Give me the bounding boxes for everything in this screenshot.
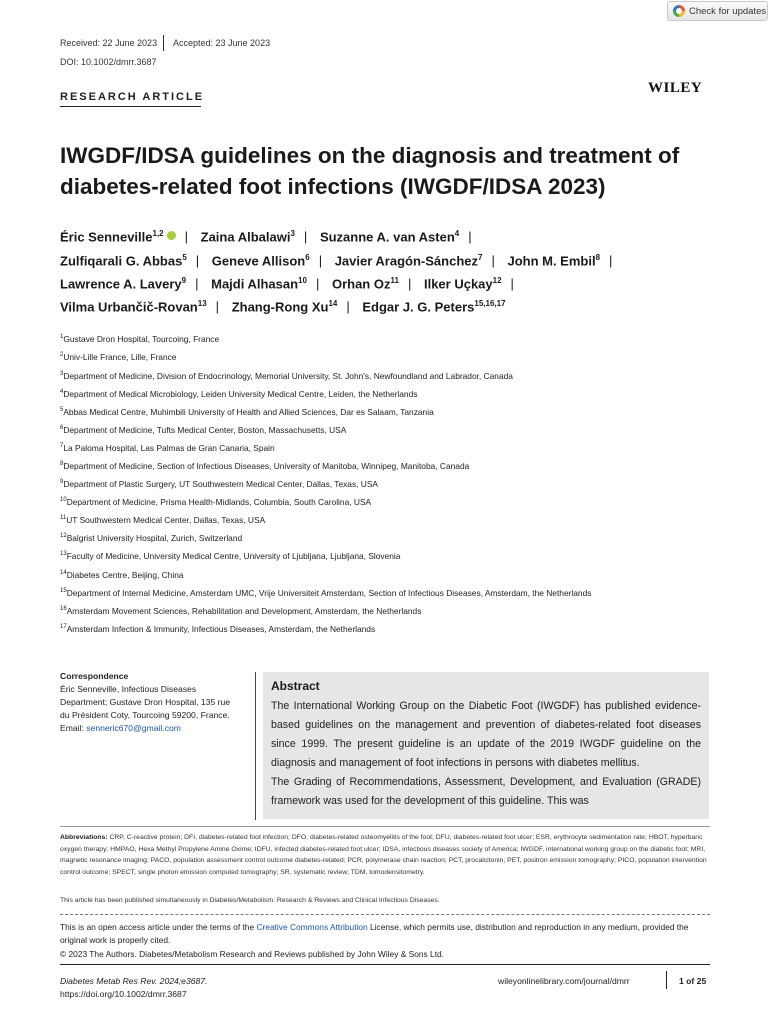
affiliation-item: $^1$Gustave Dron Hospital, Tourcoing, France <box>60 334 220 344</box>
correspondence-line: Department; Gustave Dron Hospital, 135 rue <box>60 697 231 707</box>
article-type-underline <box>60 106 201 107</box>
author-affil: 7 <box>478 253 483 262</box>
affiliation-item: $^{11}$UT Southwestern Medical Center, Dallas, Texas, USA <box>60 515 266 525</box>
author-affil: 3 <box>290 229 295 238</box>
author-affil: 1,2 <box>152 229 164 238</box>
author-name[interactable]: Geneve Allison <box>211 253 306 269</box>
author-affil: 15,16,17 <box>474 299 506 308</box>
abstract-rule <box>255 672 256 820</box>
author-affil: 6 <box>305 253 310 262</box>
author-name[interactable]: Suzanne A. van Asten <box>319 229 455 245</box>
footer-site-link[interactable]: wileyonlinelibrary.com/journal/dmrr <box>498 976 630 986</box>
abbreviations <box>60 832 710 878</box>
affiliation-item: $^5$Abbas Medical Centre, Muhimbili University of Health and Allied Sciences, Dar es Salaam, Tanzania <box>60 407 434 417</box>
correspondence-block <box>60 670 250 735</box>
open-access-statement: This is an open access article under the terms of the Creative Commons Attribution License, which permits use, distribution and reproduction in any medium, provided the original work is properly cited. <box>60 922 689 945</box>
author-affil: 8 <box>595 253 601 262</box>
affiliation-item: $^{12}$Balgrist University Hospital, Zurich, Switzerland <box>60 533 243 543</box>
license-divider <box>60 914 710 915</box>
article-type: RESEARCH ARTICLE <box>60 91 205 103</box>
author-name[interactable]: Zaina Albalawi <box>200 229 291 245</box>
abstract-text <box>271 697 701 811</box>
abbreviations-label: Abbreviations: <box>60 834 108 841</box>
author-line: Éric Senneville$^{1,2}$ | Zaina Albalawi$^3$ | Suzanne A. van Asten$^4$ | <box>60 229 472 245</box>
cc-license-link[interactable]: Creative Commons Attribution <box>256 922 368 932</box>
author-name[interactable]: Javier Aragón-Sánchez <box>334 253 478 269</box>
author-affil: 11 <box>390 276 399 285</box>
author-affil: 5 <box>182 253 187 262</box>
author-line: Zulfiqarali G. Abbas$^5$ | Geneve Allison$^6$ | Javier Aragón-Sánchez$^7$ | John M. Embil$^8$ | <box>60 253 613 269</box>
author-name[interactable]: Éric Senneville <box>60 229 153 245</box>
doi: DOI: 10.1002/dmrr.3687 <box>60 57 157 67</box>
footer-rule <box>60 964 710 965</box>
copyright: © 2023 The Authors. Diabetes/Metabolism Research and Reviews published by John Wiley & Sons Ltd. <box>60 949 445 959</box>
author-line: Lawrence A. Lavery$^9$ | Majdi Alhasan$^{10}$ | Orhan Oz$^{11}$ | Ilker Uçkay$^{12}$ | <box>60 276 514 292</box>
author-name[interactable]: Vilma Urbančič-Rovan <box>60 299 198 315</box>
title-line: diabetes-related foot infections (IWGDF/IDSA 2023) <box>60 174 606 199</box>
affiliation-item: $^{14}$Diabetes Centre, Beijing, China <box>60 570 184 580</box>
affiliation-item: $^{16}$Amsterdam Movement Sciences, Rehabilitation and Development, Amsterdam, the Netherlands <box>60 606 422 616</box>
footer-journal: Diabetes Metab Res Rev. 2024;e3687. <box>60 976 208 986</box>
author-name[interactable]: Majdi Alhasan <box>211 276 299 292</box>
abstract-paragraph: The International Working Group on the Diabetic Foot (IWGDF) has published evidence-based guidelines on the management and prevention of diabetes-related foot diseases since 1999. The present guideline is an update of the 2019 IWGDF guideline on the diagnosis and management of foot infections in persons with diabetes mellitus. <box>271 700 701 769</box>
affiliation-item: $^{17}$Amsterdam Infection & Immunity, Infectious Diseases, Amsterdam, the Netherlands <box>60 624 376 634</box>
author-name[interactable]: Edgar J. G. Peters <box>362 299 475 315</box>
author-affil: 14 <box>328 299 338 308</box>
affiliation-item: $^6$Department of Medicine, Tufts Medical Center, Boston, Massachusetts, USA <box>60 425 347 435</box>
accepted-date: Accepted: 23 June 2023 <box>173 38 271 48</box>
abbreviations-text: CRP, C-reactive protein; DFI, diabetes-related foot infection; DFO, diabetes-related osteomyelitis of the foot; DFU, diabetes-related foot ulcer; ESR, erythrocyte sedimentation rate; HBOT, hyperbaric oxygen therapy; HMPAO, Hexa Methyl Propylene Amine Oxime; IDFU, infected diabetes-related foot ulcer; IDSA, infectious diseases society of America; IWGDF, international working group on the diabetic foot; MRI, magnetic resonance imaging; PACO, population assessment control outcome diabetes-related; PCR, polymerase chain reaction; PCT, procalcitonin; PET, positron emission tomography; PICO, population intervention control outcome; SPECT, single photon emission computed tomography; SR, systematic review; TDM, tomodensitometry. <box>60 834 707 876</box>
affiliation-item: $^2$Univ-Lille France, Lille, France <box>60 352 177 362</box>
affiliation-item: $^7$La Paloma Hospital, Las Palmas de Gran Canaria, Spain <box>60 443 275 453</box>
check-for-updates-button[interactable] <box>667 1 768 21</box>
author-name[interactable]: Ilker Uçkay <box>423 276 493 292</box>
affiliation-item: $^4$Department of Medical Microbiology, Leiden University Medical Centre, Leiden, the Netherlands <box>60 389 418 399</box>
author-affil: 12 <box>492 276 502 285</box>
correspondence-line: du Président Coty, Tourcoing 59200, France. <box>60 710 230 720</box>
abstract-paragraph: The Grading of Recommendations, Assessment, Development, and Evaluation (GRADE) framework was used for the development of this guideline. This was <box>271 776 701 807</box>
abstract-heading: Abstract <box>271 679 320 693</box>
page-number: 1 of 25 <box>679 976 707 986</box>
crossmark-icon <box>673 5 685 17</box>
correspondence-heading: Correspondence <box>60 671 129 681</box>
article-title <box>60 140 720 202</box>
affiliation-item: $^8$Department of Medicine, Section of Infectious Diseases, University of Manitoba, Winnipeg, Manitoba, Canada <box>60 461 470 471</box>
affiliation-item: $^{10}$Department of Medicine, Prisma Health-Midlands, Columbia, South Carolina, USA <box>60 497 372 507</box>
email-link[interactable]: senneric670@gmail.com <box>86 723 181 733</box>
author-name[interactable]: Zulfiqarali G. Abbas <box>60 253 183 269</box>
affiliation-item: $^{15}$Department of Internal Medicine, Amsterdam UMC, Vrije Universiteit Amsterdam, Section of Infectious Diseases, Amsterdam, the Netherlands <box>60 588 592 598</box>
orcid-icon[interactable] <box>167 231 176 240</box>
author-line: Vilma Urbančič-Rovan$^{13}$ | Zhang-Rong Xu$^{14}$ | Edgar J. G. Peters$^{15,16,17}$ <box>60 299 506 315</box>
affiliation-item: $^{13}$Faculty of Medicine, University Medical Centre, University of Ljubljana, Ljubljana, Slovenia <box>60 551 401 561</box>
simultaneous-publication-note: This article has been published simultaneously in Diabetes/Metabolism: Research & Reviews and Clinical Infectious Diseases. <box>60 897 440 904</box>
footer-citation <box>60 975 207 1001</box>
affiliation-item: $^3$Department of Medicine, Division of Endocrinology, Memorial University, St. John's, Newfoundland and Labrador, Canada <box>60 371 513 381</box>
author-name[interactable]: Orhan Oz <box>331 276 391 292</box>
author-affil: 13 <box>197 299 207 308</box>
check-for-updates-label: Check for updates <box>689 5 767 17</box>
author-affil: 4 <box>454 229 460 238</box>
correspondence-email-line: Email: senneric670@gmail.com <box>60 723 181 733</box>
received-date: Received: 22 June 2023 <box>60 38 158 48</box>
abbreviations-rule <box>60 826 710 827</box>
author-name[interactable]: Lawrence A. Lavery <box>60 276 182 292</box>
author-affil: 10 <box>298 276 307 285</box>
author-affil: 9 <box>181 276 187 285</box>
footer-divider <box>666 971 667 989</box>
title-line: IWGDF/IDSA guidelines on the diagnosis and treatment of <box>60 143 680 168</box>
author-name[interactable]: Zhang-Rong Xu <box>231 299 329 315</box>
correspondence-line: Éric Senneville, Infectious Diseases <box>60 684 197 694</box>
affiliation-item: $^9$Department of Plastic Surgery, UT Southwestern Medical Center, Dallas, Texas, USA <box>60 479 379 489</box>
footer-doi-link[interactable]: https://doi.org/10.1002/dmrr.3687 <box>60 989 187 999</box>
header-divider <box>163 35 164 51</box>
publisher-logo: WILEY <box>648 80 703 96</box>
author-name[interactable]: John M. Embil <box>507 253 596 269</box>
